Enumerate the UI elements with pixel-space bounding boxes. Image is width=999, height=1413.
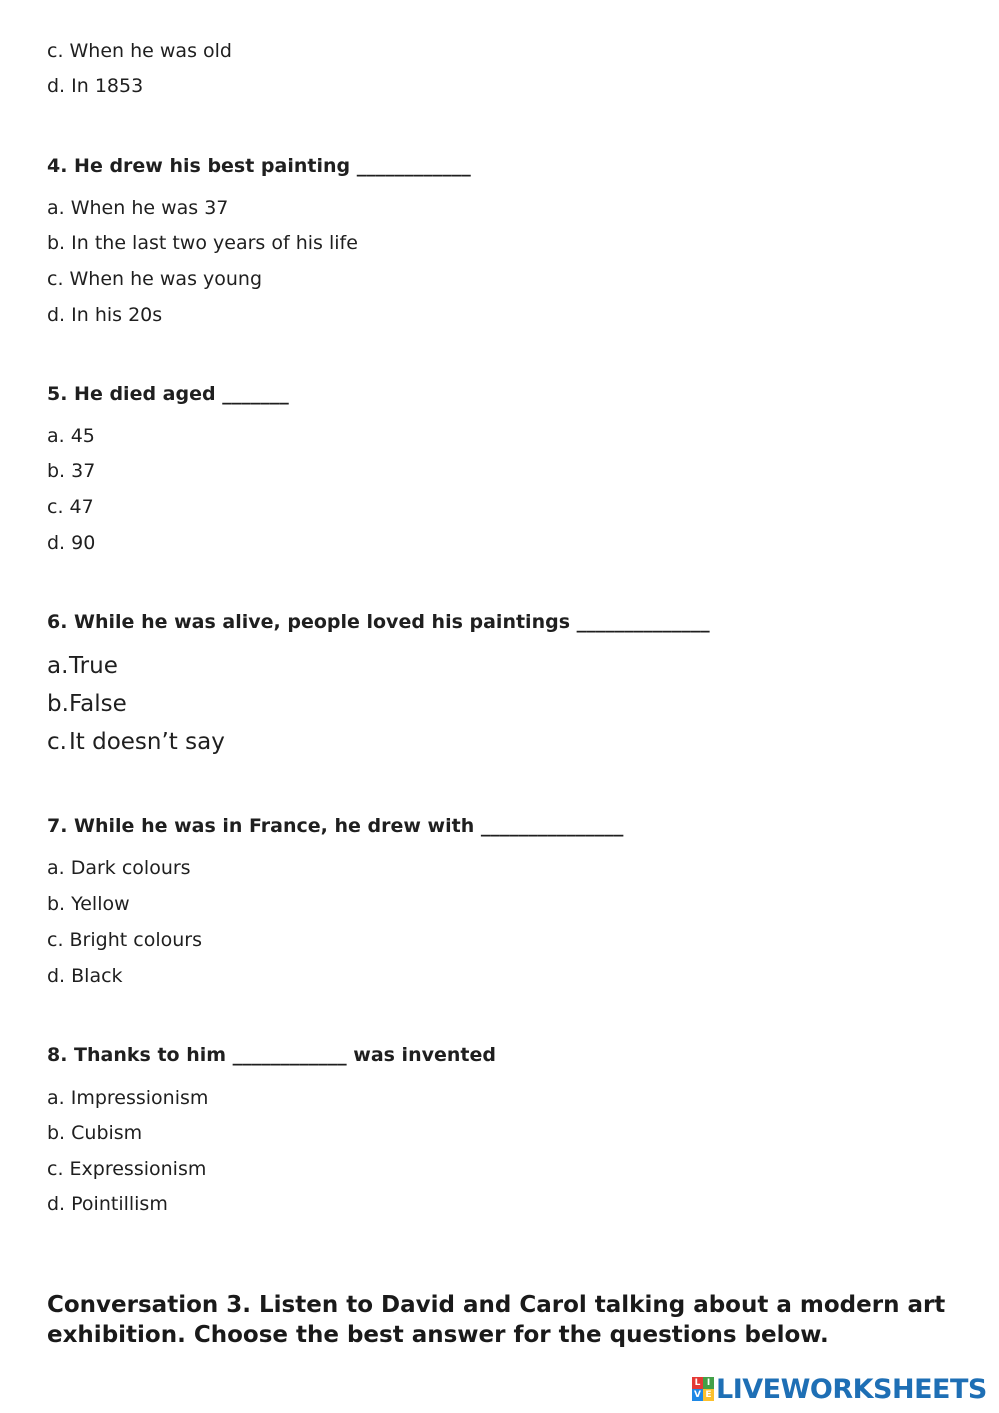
logo-letter: V [692, 1389, 703, 1401]
option-text: False [69, 691, 127, 717]
q7-question: 7. While he was in France, he drew with _______________ [47, 815, 624, 837]
logo-wordmark: LIVEWORKSHEETS [716, 1373, 987, 1405]
logo-letter: E [703, 1389, 714, 1401]
q7-option-a[interactable]: a. Dark colours [47, 857, 191, 879]
q5-question: 5. He died aged _______ [47, 383, 289, 405]
q5-option-a[interactable]: a. 45 [47, 425, 95, 447]
logo-letter: L [692, 1377, 703, 1389]
q3-option-d[interactable]: d. In 1853 [47, 75, 144, 97]
logo-mark-icon [692, 1377, 714, 1401]
q6-question: 6. While he was alive, people loved his paintings ______________ [47, 611, 710, 633]
section-heading: Conversation 3. Listen to David and Carol talking about a modern art exhibition. Choose the best answer for the questions below. [47, 1292, 946, 1348]
q8-option-c[interactable]: c. Expressionism [47, 1158, 207, 1180]
q4-option-b[interactable]: b. In the last two years of his life [47, 232, 358, 254]
q6-option-b[interactable] [47, 691, 127, 717]
q7-option-d[interactable]: d. Black [47, 965, 123, 987]
q3-option-c[interactable]: c. When he was old [47, 40, 232, 62]
q5-option-c[interactable]: c. 47 [47, 496, 94, 518]
option-text: It doesn’t say [69, 729, 225, 755]
option-letter: a. [47, 653, 69, 679]
q5-option-d[interactable]: d. 90 [47, 532, 96, 554]
q8-question: 8. Thanks to him ____________ was invented [47, 1044, 496, 1066]
q8-option-d[interactable]: d. Pointillism [47, 1193, 168, 1215]
q5-option-b[interactable]: b. 37 [47, 460, 96, 482]
q4-option-a[interactable]: a. When he was 37 [47, 197, 229, 219]
q6-option-a[interactable] [47, 653, 118, 679]
q4-option-c[interactable]: c. When he was young [47, 268, 263, 290]
logo-letter: I [703, 1377, 714, 1389]
liveworksheets-logo [692, 1373, 987, 1405]
option-text: True [69, 653, 118, 679]
q7-option-c[interactable]: c. Bright colours [47, 929, 202, 951]
q7-option-b[interactable]: b. Yellow [47, 893, 130, 915]
q8-option-b[interactable]: b. Cubism [47, 1122, 143, 1144]
q4-question: 4. He drew his best painting ____________ [47, 155, 471, 177]
option-letter: c. [47, 729, 67, 755]
option-letter: b. [47, 691, 69, 717]
q8-option-a[interactable]: a. Impressionism [47, 1087, 209, 1109]
q6-option-c[interactable] [47, 729, 225, 755]
q4-option-d[interactable]: d. In his 20s [47, 304, 163, 326]
